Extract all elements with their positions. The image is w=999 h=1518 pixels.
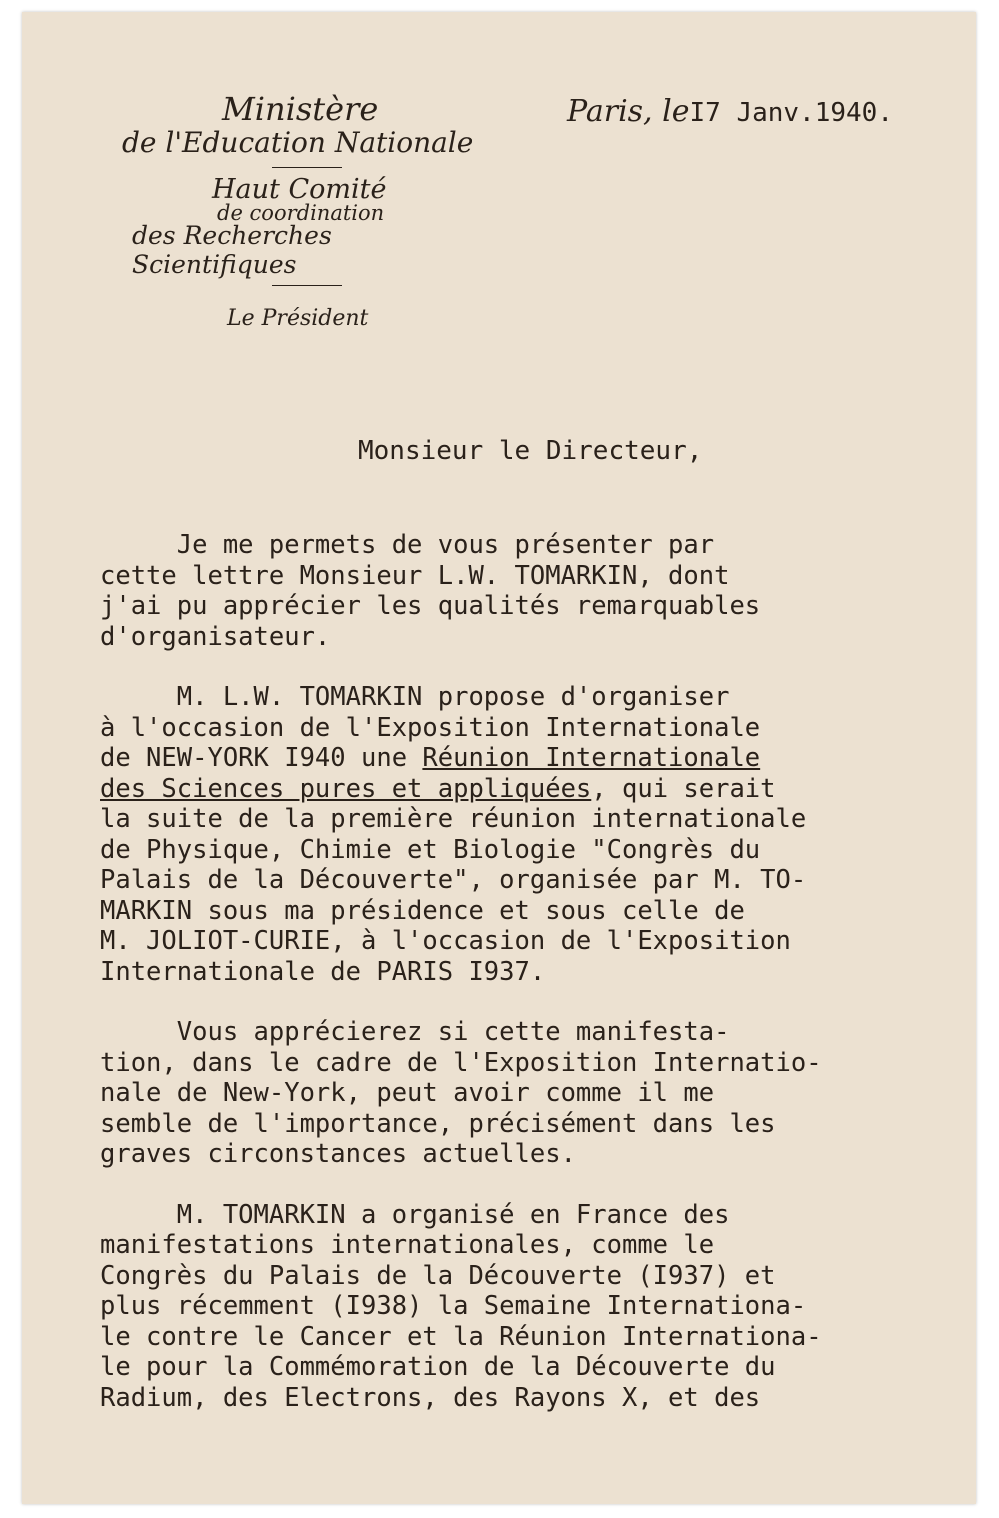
text-line: à l'occasion de l'Exposition Internationale — [100, 712, 761, 743]
text-line: cette lettre Monsieur L.W. TOMARKIN, dont — [100, 560, 730, 591]
text-line: Vous apprécierez si cette manifesta- — [100, 1017, 730, 1047]
date-place: Paris, le — [567, 94, 690, 129]
letterhead — [102, 90, 502, 331]
letterhead-president: Le Président — [227, 306, 369, 331]
letterhead-committee-sub: de coordination — [217, 201, 385, 225]
text-line: j'ai pu apprécier les qualités remarquables — [100, 591, 761, 621]
text-line: le pour la Commémoration de la Découverte du — [100, 1352, 776, 1382]
letterhead-committee: Haut Comité — [212, 174, 387, 205]
text-line: de Physique, Chimie et Biologie "Congrès du — [100, 834, 761, 865]
text-line: semble de l'importance, précisément dans les — [100, 1108, 776, 1139]
underlined-phrase: Réunion Internationale — [422, 743, 761, 773]
letter-body — [100, 530, 960, 1443]
paragraph-1 — [100, 530, 960, 652]
letterhead-ministry-name: de l'Education Nationale — [122, 126, 474, 159]
text-line: de NEW-YORK I940 une Réunion Internationale — [100, 743, 761, 773]
text-line: Je me permets de vous présenter par — [100, 530, 715, 560]
text-line: M. L.W. TOMARKIN propose d'organiser — [100, 682, 730, 712]
dateline — [567, 94, 893, 129]
letterhead-ministry: Ministère — [222, 90, 379, 128]
text-line: Radium, des Electrons, des Rayons X, et des — [100, 1382, 761, 1413]
text-line: le contre le Cancer et la Réunion Internationa- — [100, 1321, 822, 1352]
text-line: M. JOLIOT-CURIE, à l'occasion de l'Exposition — [100, 926, 791, 956]
text-line: plus récemment (I938) la Semaine Internationa- — [100, 1291, 807, 1321]
text-line: des Sciences pures et appliquées, qui serait — [100, 773, 776, 804]
paragraph-2 — [100, 682, 960, 987]
text-line: Congrès du Palais de la Découverte (I937) et — [100, 1260, 776, 1291]
paragraph-4 — [100, 1200, 960, 1414]
salutation: Monsieur le Directeur, — [358, 436, 703, 466]
text-line: graves circonstances actuelles. — [100, 1139, 576, 1169]
text-line: Internationale de PARIS I937. — [100, 956, 546, 987]
letterhead-committee-name: des Recherches Scientifiques — [132, 221, 332, 279]
letterhead-divider — [272, 167, 342, 168]
text-line: Palais de la Découverte", organisée par M. TO- — [100, 865, 807, 895]
paragraph-3 — [100, 1017, 960, 1170]
text-line: d'organisateur. — [100, 621, 331, 652]
text-line: manifestations internationales, comme le — [100, 1230, 715, 1260]
underlined-phrase: des Sciences pures et appliquées — [100, 773, 592, 804]
text-line: M. TOMARKIN a organisé en France des — [100, 1199, 730, 1230]
date-value: I7 Janv.1940. — [689, 98, 893, 128]
letterhead-divider-2 — [272, 285, 342, 286]
letter-page — [22, 12, 976, 1504]
text-line: la suite de la première réunion internationale — [100, 804, 807, 834]
text-line: nale de New-York, peut avoir comme il me — [100, 1078, 715, 1108]
text-line: MARKIN sous ma présidence et sous celle de — [100, 895, 745, 926]
text-line: tion, dans le cadre de l'Exposition Internatio- — [100, 1047, 822, 1078]
